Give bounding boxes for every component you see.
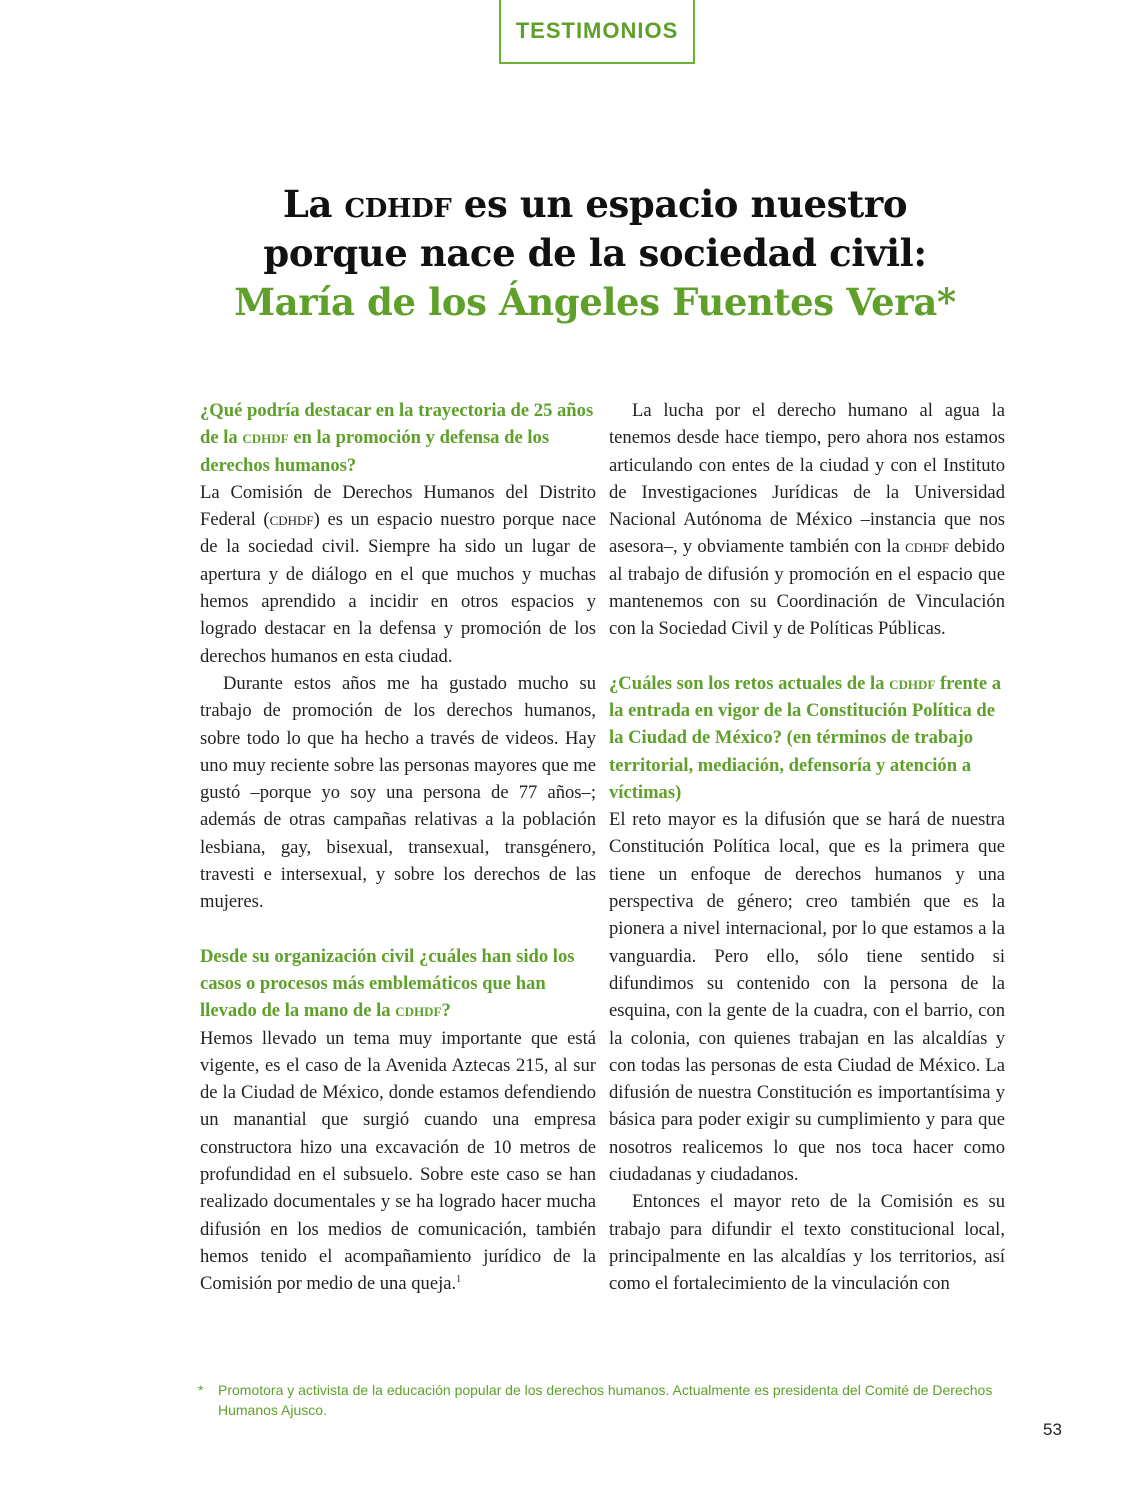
footnote-text: Promotora y activista de la educación popular de los derechos humanos. Actualmente es presidenta del Comité de Derechos Humanos Ajusco.: [218, 1382, 993, 1418]
text-run: Hemos llevado un tema muy importante que está vigente, es el caso de la Avenida Aztecas 215, al sur de la Ciudad de México, donde estamos defendiendo un manantial que surgió cuando una empresa constructora hizo una excavación de 10 metros de profundidad en el subsuelo. Sobre este caso se han realizado documentales y se ha logrado hacer mucha difusión en los medios de comunicación, también hemos tenido el acompañamiento jurídico de la Comisión por medio de una queja.: [200, 1027, 596, 1295]
answer-2-paragraph-2: [609, 397, 1005, 643]
answer-3-paragraph-1: El reto mayor es la difusión que se hará de nuestra Constitución Política local, que es la primera que tiene un enfoque de derechos humanos y una perspectiva de género; creo también que es la pionera a nivel internacional, por lo que estamos a la vanguardia. Pero ello, sólo tiene sentido si difundimos su contenido con la persona de la esquina, con la gente de la cuadra, con el barrio, con la colonia, con quienes trabajan en las alcaldías y con todas las personas de esta Ciudad de México. La difusión de nuestra Constitución es importantísima y básica para poder exigir su cumplimiento y para que nosotros realicemos lo que nos toca hacer como ciudadanas y ciudadanos.: [609, 809, 1005, 1186]
acronym: cdhdf: [242, 427, 289, 449]
text-run: ¿Qué podría destacar en la trayectoria de 25 años de la: [200, 400, 594, 449]
text-run: La Comisión de Derechos Humanos del Distrito Federal (: [200, 481, 596, 531]
answer-1-paragraph-2: Durante estos años me ha gustado mucho su trabajo de promoción de los derechos humanos, sobre todo lo que ha hecho a través de videos. Hay uno muy reciente sobre las personas mayores que me gustó –porque yo soy una persona de 77 años–; además de otras campañas relativas a la población lesbiana, gay, bisexual, transexual, transgénero, travesti e intersexual, y sobre los derechos de las mujeres.: [200, 672, 596, 913]
title-part-1: La: [282, 182, 345, 226]
footnote-mark: *: [198, 1382, 204, 1398]
right-column: [609, 397, 1005, 1298]
text-run: en la promoción y defensa de los derechos humanos?: [200, 427, 550, 476]
text-run: debido al trabajo de difusión y promoción en el espacio que mantenemos con su Coordinación de Vinculación con la Sociedad Civil y de Políticas Públicas.: [609, 536, 1005, 640]
page-number: 53: [1043, 1420, 1062, 1439]
title-part-2: es un espacio nuestro: [451, 182, 908, 226]
title-line-2: porque nace de la sociedad civil:: [263, 231, 927, 275]
section-tag: TESTIMONIOS: [499, 0, 695, 64]
left-column: [200, 397, 596, 1298]
text-run: ?: [441, 1000, 451, 1022]
acronym: cdhdf: [905, 536, 950, 558]
footnote-reference: 1: [456, 1274, 462, 1286]
answer-3-paragraph-2: Entonces el mayor reto de la Comisión es su trabajo para difundir el texto constitucional local, principalmente en las alcaldías y los territorios, así como el fortalecimiento de la vinculación con: [609, 1191, 1005, 1295]
footnote: [198, 1380, 998, 1420]
answer-2-paragraph-1: [200, 1025, 596, 1298]
text-run: frente a la entrada en vigor de la Constitución Política de la Ciudad de México? (en términos de trabajo territorial, mediación, defensoría y atención a víctimas): [609, 672, 1002, 803]
text-run: La lucha por el derecho humano al agua la tenemos desde hace tiempo, pero ahora nos estamos articulando con entes de la ciudad y con el Instituto de Investigaciones Jurídicas de la Universidad Nacional Autónoma de México –instancia que nos asesora–, y obviamente también con la: [609, 400, 1005, 558]
question-2: [200, 943, 596, 1025]
question-1: [200, 397, 596, 479]
text-run: Desde su organización civil ¿cuáles han sido los casos o procesos más emblemáticos que han llevado de la mano de la: [200, 945, 575, 1022]
acronym: cdhdf: [269, 509, 314, 531]
answer-1-paragraph-1: [200, 479, 596, 670]
title-acronym: cdhdf: [344, 182, 452, 226]
text-run: ) es un espacio nuestro porque nace de la sociedad civil. Siempre ha sido un lugar de apertura y de diálogo en el que muchos y muchas hemos aprendido a incidir en otros espacios y logrado destacar en la defensa y promoción de los derechos humanos en esta ciudad.: [200, 509, 596, 667]
text-run: ¿Cuáles son los retos actuales de la: [609, 672, 890, 694]
article-title: [150, 180, 1040, 327]
acronym: cdhdf: [395, 1000, 442, 1022]
interviewee-name: María de los Ángeles Fuentes Vera*: [234, 280, 956, 324]
acronym: cdhdf: [889, 672, 936, 694]
question-3: [609, 670, 1005, 806]
